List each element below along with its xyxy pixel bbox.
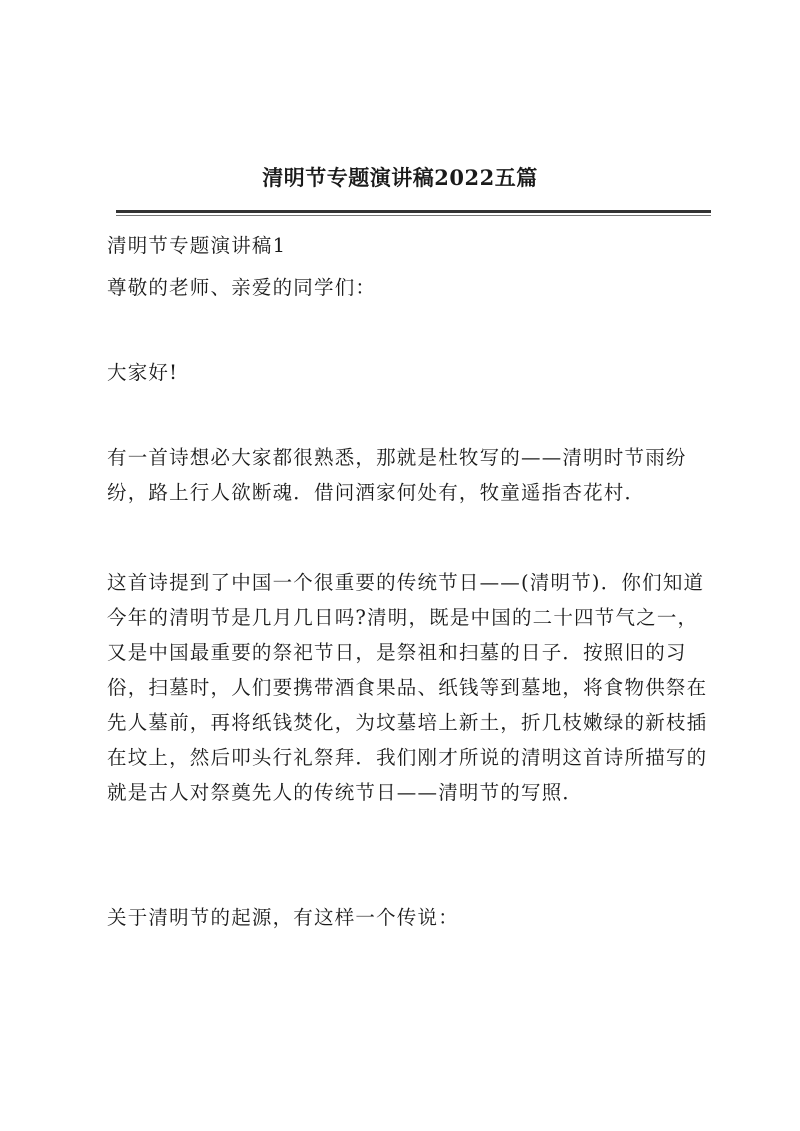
document-title: 清明节专题演讲稿2022五篇 bbox=[262, 165, 538, 190]
title-divider bbox=[116, 210, 711, 213]
title-divider-thin bbox=[116, 215, 711, 216]
paragraph-qingming-customs: 这首诗提到了中国一个很重要的传统节日——(清明节)．你们知道今年的清明节是几月几日吗?清明，既是中国的二十四节气之一，又是中国最重要的祭祀节日，是祭祖和扫墓的日子．按照旧的习俗，扫墓时，人们要携带酒食果品、纸钱等到墓地，将食物供祭在先人墓前，再将纸钱焚化，为坟墓培上新土，折几枝嫩绿的新枝插在坟上，然后叩头行礼祭拜．我们刚才所说的清明这首诗所描写的就是古人对祭奠先人的传统节日——清明节的写照． bbox=[107, 571, 708, 804]
paragraph-poem: 有一首诗想必大家都很熟悉，那就是杜牧写的——清明时节雨纷纷，路上行人欲断魂．借问酒家何处有，牧童遥指杏花村． bbox=[107, 446, 687, 504]
paragraph-origin-intro: 关于清明节的起源，有这样一个传说： bbox=[107, 906, 459, 929]
hello-line: 大家好! bbox=[107, 361, 179, 384]
section-heading: 清明节专题演讲稿1 bbox=[107, 234, 287, 257]
greeting-line: 尊敬的老师、亲爱的同学们： bbox=[107, 276, 377, 299]
